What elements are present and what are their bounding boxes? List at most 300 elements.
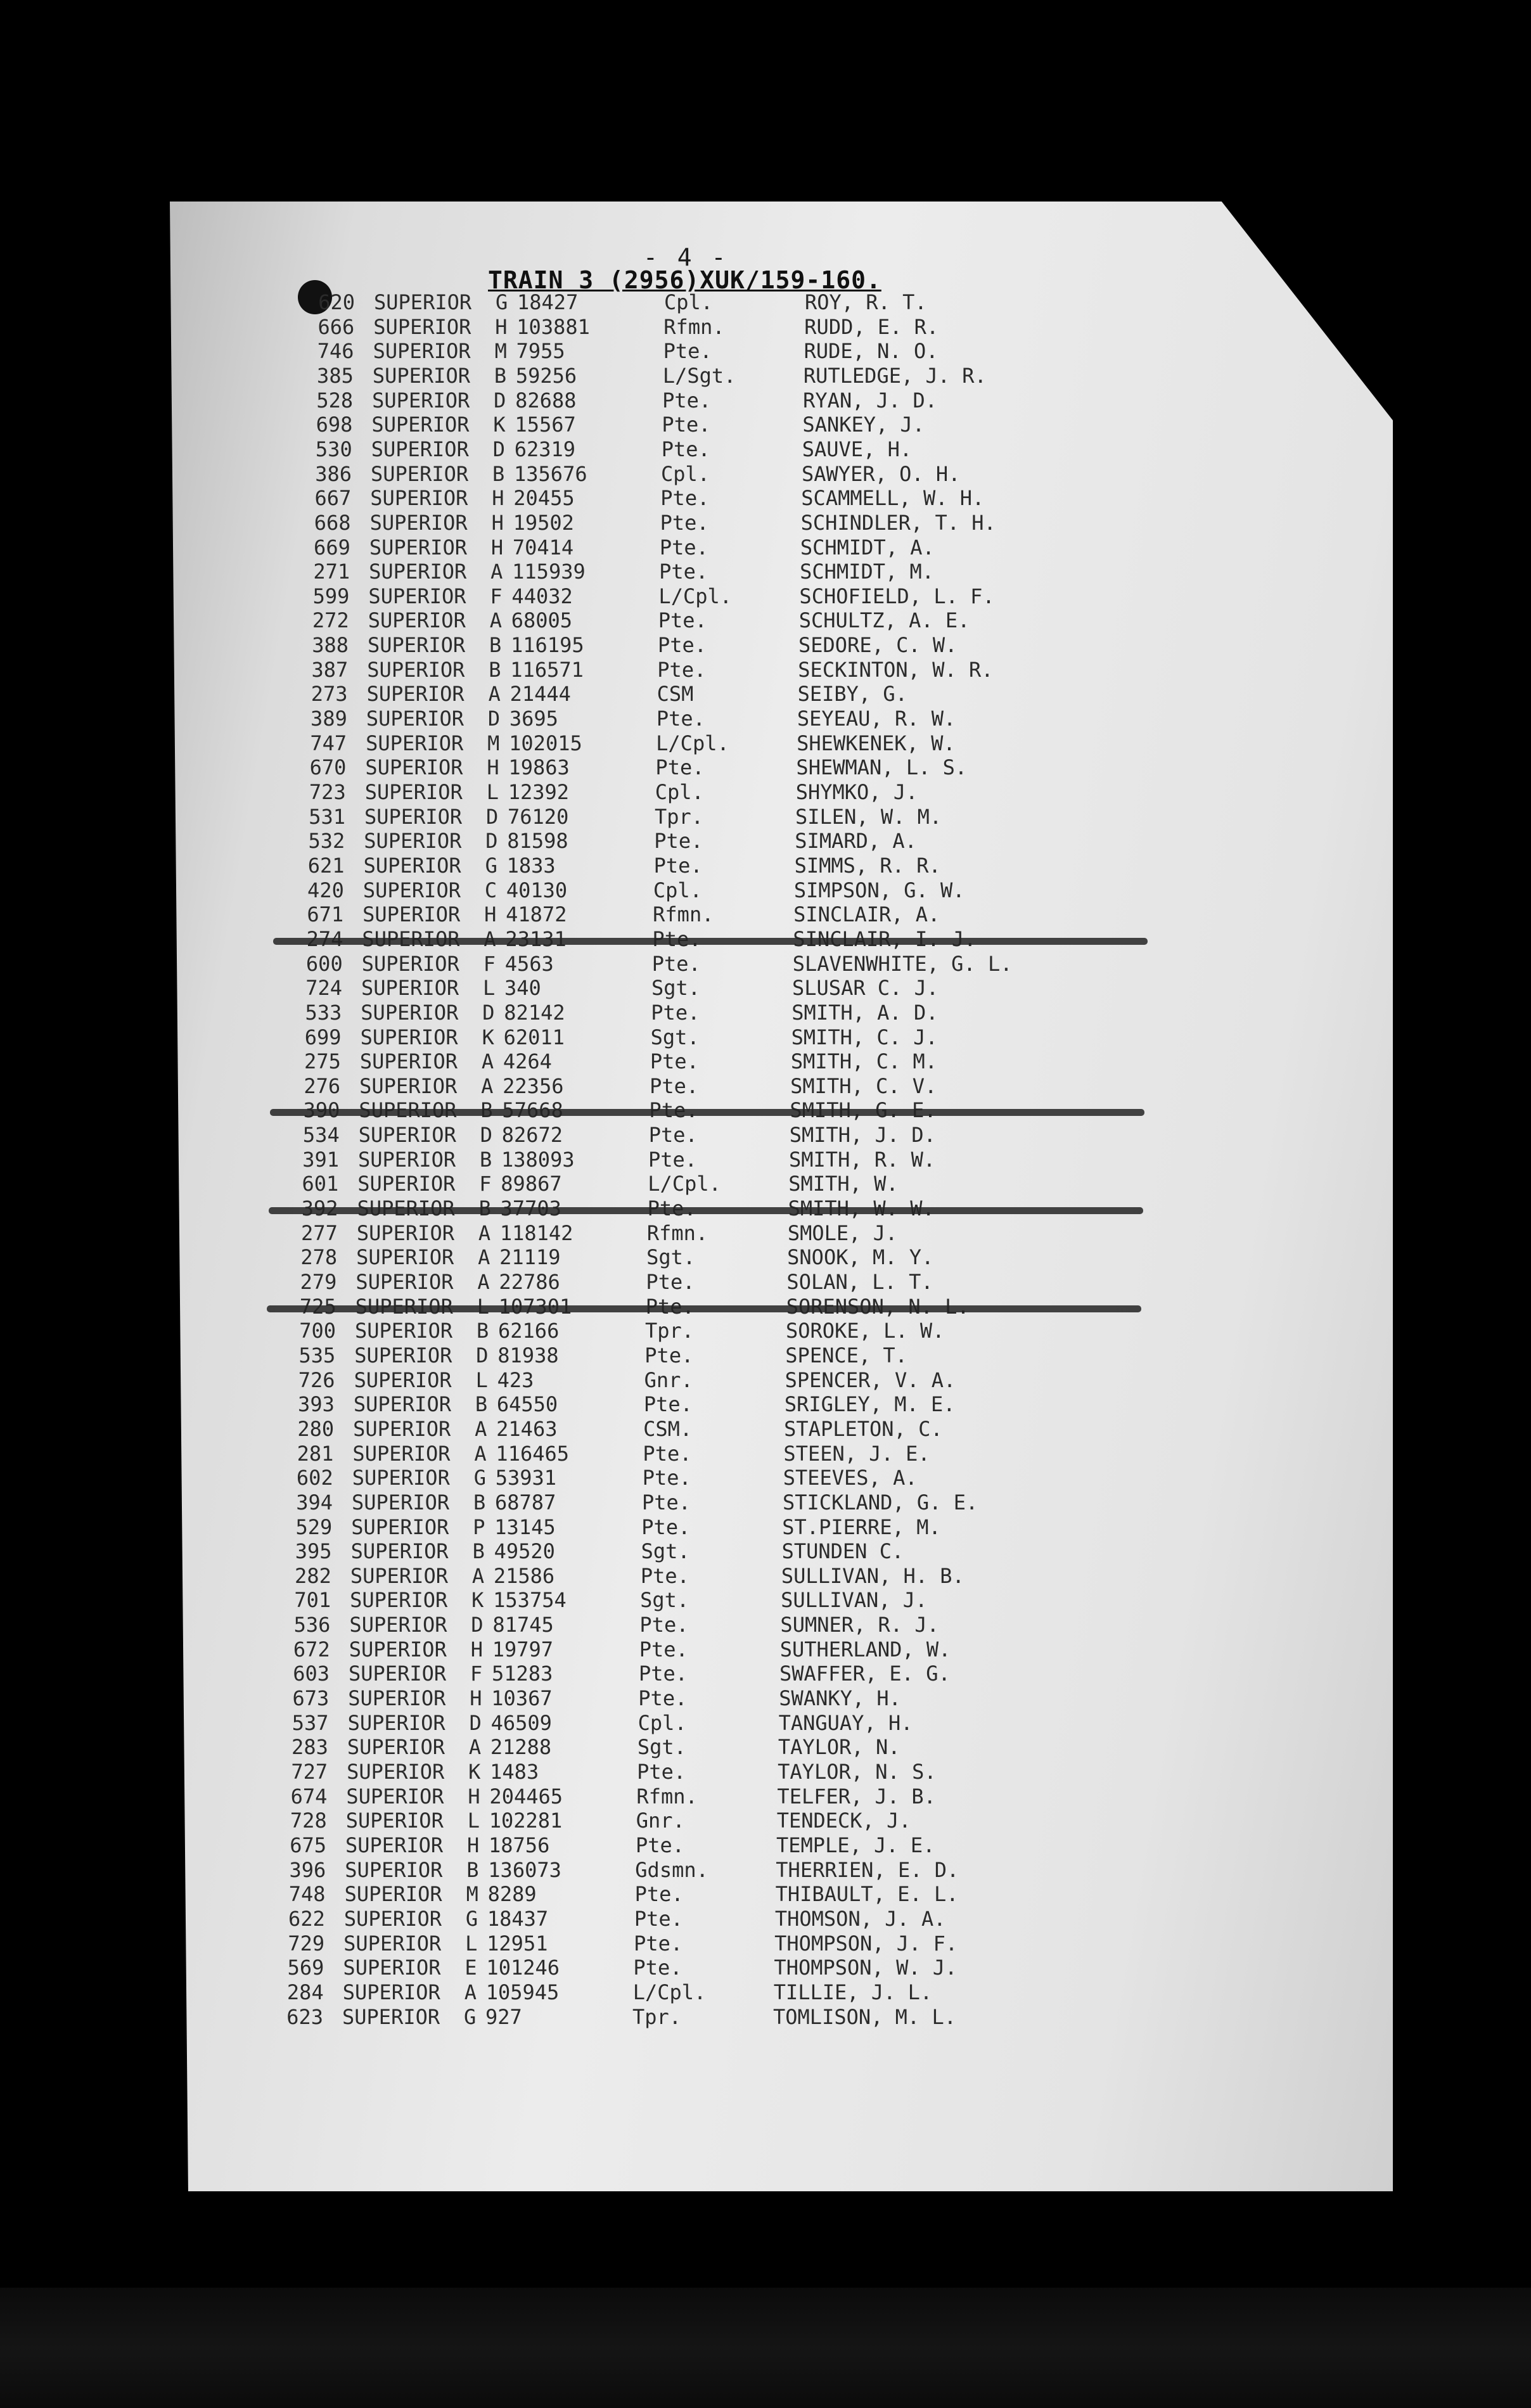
table-row [276, 1442, 1100, 1466]
table-row [297, 339, 1121, 363]
row-name: SLUSAR C. J. [792, 976, 939, 1001]
row-num: 603 [293, 1662, 330, 1686]
table-row [286, 952, 1110, 976]
row-rank: Pte. [634, 1931, 683, 1956]
row-regno: 22786 [499, 1270, 560, 1294]
row-name: TAYLOR, N. S. [778, 1760, 937, 1784]
row-regno: 46509 [490, 1710, 552, 1735]
row-name: STICKLAND, G. E. [783, 1490, 978, 1515]
row-name: STEEVES, A. [783, 1466, 918, 1490]
row-regno: 20455 [513, 486, 575, 511]
row-num: 530 [315, 437, 352, 461]
row-regno: 3695 [509, 707, 558, 731]
row-unit: SUPERIOR [371, 461, 469, 486]
row-name: THOMSON, J. A. [774, 1906, 946, 1931]
row-rank: Pte. [643, 1441, 692, 1466]
row-rank: Cpl. [637, 1710, 687, 1735]
row-unit: SUPERIOR [369, 560, 467, 584]
row-name: SHYMKO, J. [795, 780, 918, 804]
row-coy: B [480, 1147, 492, 1172]
row-name: SOROKE, L. W. [786, 1319, 945, 1343]
row-name: SCHULTZ, A. E. [798, 608, 970, 633]
row-unit: SUPERIOR [355, 1319, 453, 1343]
table-row [297, 364, 1120, 388]
row-coy: F [470, 1662, 483, 1686]
row-coy: D [492, 437, 505, 461]
film-edge [0, 2288, 1531, 2408]
row-name: SHEWMAN, L. S. [796, 755, 968, 780]
row-name: SUTHERLAND, W. [779, 1637, 951, 1662]
row-num: 621 [307, 853, 345, 878]
row-name: SIMPSON, G. W. [793, 878, 965, 902]
row-coy: H [491, 510, 504, 535]
row-coy: M [466, 1882, 478, 1907]
row-name: THOMPSON, J. F. [774, 1931, 958, 1956]
row-num: 389 [311, 707, 347, 731]
row-name: SEYEAU, R. W. [797, 707, 956, 731]
row-coy: H [492, 486, 504, 511]
table-row [272, 1662, 1096, 1686]
table-row [298, 290, 1122, 314]
table-row [272, 1711, 1096, 1735]
row-coy: L [475, 1367, 488, 1392]
row-rank: CSM [657, 682, 694, 707]
row-num: 671 [307, 902, 344, 927]
row-rank: Pte. [660, 486, 710, 511]
row-coy: E [464, 1956, 477, 1980]
row-regno: 49520 [494, 1539, 555, 1564]
row-num: 729 [288, 1931, 325, 1956]
row-name: RUTLEDGE, J. R. [803, 363, 987, 388]
row-num: 533 [305, 1000, 342, 1025]
row-num: 668 [314, 510, 351, 535]
row-regno: 13145 [494, 1515, 556, 1539]
table-row [285, 1001, 1108, 1025]
row-name: RUDD, E. R. [804, 314, 939, 339]
row-rank: Pte. [640, 1563, 689, 1588]
row-num: 746 [317, 339, 354, 364]
row-regno: 8289 [487, 1882, 537, 1907]
row-num: 602 [296, 1466, 333, 1490]
row-num: 283 [291, 1735, 328, 1760]
row-regno: 116571 [510, 657, 584, 682]
row-name: SMITH, R. W. [789, 1147, 936, 1172]
table-row [281, 1172, 1105, 1196]
row-unit: SUPERIOR [349, 1662, 447, 1686]
table-row [275, 1515, 1099, 1539]
row-rank: Pte. [656, 707, 705, 731]
row-regno: 4563 [504, 951, 554, 976]
row-num: 622 [288, 1906, 325, 1931]
row-name: SIMARD, A. [795, 829, 917, 854]
row-unit: SUPERIOR [373, 339, 471, 364]
row-unit: SUPERIOR [356, 1270, 454, 1294]
row-unit: SUPERIOR [361, 1000, 459, 1025]
row-regno: 21288 [490, 1735, 552, 1760]
table-row [289, 780, 1113, 804]
row-coy: F [483, 951, 496, 976]
strike-through-line [273, 938, 1148, 945]
row-regno: 4264 [503, 1049, 552, 1074]
row-unit: SUPERIOR [369, 535, 467, 560]
row-name: STUNDEN C. [781, 1539, 904, 1564]
row-name: SMITH, C. V. [790, 1073, 937, 1098]
row-num: 620 [318, 290, 355, 314]
row-regno: 62166 [498, 1319, 560, 1343]
row-coy: D [485, 829, 498, 854]
row-coy: C [484, 878, 497, 902]
row-num: 726 [298, 1367, 335, 1392]
table-row [283, 1074, 1107, 1098]
row-rank: Pte. [639, 1662, 688, 1686]
row-num: 280 [297, 1416, 335, 1441]
row-rank: Pte. [646, 1270, 695, 1294]
row-regno: 12951 [487, 1931, 548, 1956]
table-row [274, 1564, 1098, 1588]
row-name: SNOOK, M. Y. [787, 1245, 934, 1270]
row-regno: 105945 [485, 1980, 560, 2004]
row-rank: Pte. [660, 510, 709, 535]
row-num: 277 [301, 1220, 338, 1245]
table-row [268, 1907, 1092, 1931]
row-unit: SUPERIOR [361, 976, 459, 1001]
row-coy: D [482, 1000, 495, 1025]
row-coy: B [475, 1392, 488, 1417]
row-regno: 18756 [489, 1833, 550, 1857]
row-num: 275 [304, 1049, 341, 1074]
row-coy: B [472, 1539, 485, 1564]
row-regno: 10367 [491, 1686, 553, 1711]
row-name: TILLIE, J. L. [773, 1980, 933, 2004]
row-unit: SUPERIOR [362, 878, 461, 902]
row-unit: SUPERIOR [369, 510, 468, 535]
row-coy: D [476, 1343, 489, 1367]
row-regno: 82672 [501, 1123, 563, 1148]
row-rank: Cpl. [655, 780, 704, 804]
row-regno: 41872 [506, 902, 567, 927]
row-coy: F [490, 584, 503, 608]
row-unit: SUPERIOR [366, 682, 464, 707]
row-regno: 19863 [508, 755, 570, 780]
row-rank: Pte. [662, 388, 712, 413]
row-name: SAUVE, H. [802, 437, 913, 461]
row-unit: SUPERIOR [371, 413, 470, 437]
row-coy: A [474, 1441, 487, 1466]
table-row [292, 608, 1116, 632]
table-row [269, 1833, 1093, 1857]
table-row [271, 1735, 1095, 1759]
table-row [270, 1809, 1094, 1833]
row-rank: Gnr. [644, 1367, 693, 1392]
row-num: 531 [309, 804, 345, 829]
row-rank: Pte. [637, 1760, 686, 1784]
row-rank: Pte. [659, 560, 708, 584]
row-regno: 70414 [512, 535, 574, 560]
row-unit: SUPERIOR [356, 1245, 454, 1270]
row-rank: Pte. [634, 1906, 683, 1931]
row-name: SINCLAIR, A. [793, 902, 940, 927]
row-coy: A [488, 682, 501, 707]
table-row [282, 1148, 1106, 1172]
row-rank: Pte. [642, 1466, 691, 1490]
row-coy: K [468, 1760, 481, 1784]
table-row [291, 633, 1115, 657]
row-rank: Sgt. [650, 1025, 700, 1049]
row-coy: B [494, 363, 507, 388]
row-regno: 138093 [501, 1147, 575, 1172]
row-name: SAWYER, O. H. [802, 461, 961, 486]
row-unit: SUPERIOR [349, 1613, 447, 1637]
row-regno: 136073 [488, 1857, 561, 1882]
row-coy: B [492, 461, 505, 486]
row-num: 537 [291, 1710, 329, 1735]
row-unit: SUPERIOR [373, 314, 471, 339]
row-coy: H [470, 1686, 482, 1711]
row-rank: Rfmn. [646, 1220, 708, 1245]
row-num: 723 [309, 780, 346, 804]
row-name: TENDECK, J. [776, 1809, 911, 1833]
row-unit: SUPERIOR [347, 1710, 445, 1735]
row-coy: A [478, 1220, 491, 1245]
row-name: SMITH, C. J. [791, 1025, 938, 1049]
row-coy: D [487, 707, 501, 731]
row-unit: SUPERIOR [352, 1441, 451, 1466]
row-unit: SUPERIOR [346, 1784, 444, 1809]
row-coy: A [481, 1049, 494, 1074]
row-coy: L [467, 1809, 480, 1833]
row-coy: F [479, 1172, 492, 1196]
row-name: SCHOFIELD, L. F. [799, 584, 995, 608]
table-row [296, 388, 1120, 413]
row-unit: SUPERIOR [351, 1515, 449, 1539]
row-regno: 22356 [503, 1073, 564, 1098]
train-header: TRAIN 3 (2956)XUK/159-160. [488, 266, 881, 294]
row-unit: SUPERIOR [350, 1563, 448, 1588]
row-name: SCAMMELL, W. H. [801, 486, 985, 511]
row-regno: 81598 [507, 829, 568, 854]
row-coy: H [484, 902, 497, 927]
row-coy: B [466, 1857, 479, 1882]
row-name: SLAVENWHITE, G. L. [792, 951, 1013, 976]
row-name: TAYLOR, N. [778, 1735, 900, 1760]
row-rank: Pte. [655, 755, 705, 780]
row-unit: SUPERIOR [366, 707, 464, 731]
row-coy: H [468, 1784, 480, 1809]
row-coy: L [465, 1931, 478, 1956]
table-row [288, 854, 1111, 878]
table-row [278, 1343, 1102, 1367]
row-regno: 81745 [492, 1613, 554, 1637]
row-coy: D [469, 1710, 482, 1735]
row-rank: Sgt. [641, 1539, 690, 1564]
row-num: 281 [297, 1441, 334, 1466]
row-rank: Rfmn. [663, 314, 725, 339]
table-row [293, 535, 1117, 560]
row-num: 385 [317, 363, 354, 388]
row-num: 278 [300, 1245, 338, 1270]
row-rank: Pte. [650, 1049, 699, 1074]
row-num: 279 [300, 1270, 337, 1294]
row-num: 601 [302, 1172, 339, 1196]
row-regno: 68787 [495, 1490, 556, 1515]
row-num: 273 [311, 682, 348, 707]
table-row [294, 511, 1118, 535]
row-coy: L [486, 780, 499, 804]
table-row [291, 682, 1115, 706]
row-unit: SUPERIOR [366, 731, 464, 755]
row-regno: 21586 [493, 1563, 555, 1588]
row-unit: SUPERIOR [365, 755, 463, 780]
row-regno: 68005 [511, 608, 573, 633]
row-num: 600 [305, 951, 343, 976]
row-num: 388 [312, 633, 349, 658]
table-row [283, 1123, 1106, 1147]
row-regno: 102015 [509, 731, 582, 755]
row-num: 724 [305, 976, 342, 1001]
row-rank: Cpl. [661, 461, 710, 486]
row-coy: G [473, 1466, 486, 1490]
row-regno: 19502 [513, 510, 574, 535]
row-rank: Tpr. [645, 1319, 695, 1343]
row-unit: SUPERIOR [343, 1931, 442, 1956]
row-coy: B [477, 1319, 489, 1343]
row-num: 386 [315, 461, 352, 486]
row-coy: G [465, 1906, 478, 1931]
row-rank: L/Sgt. [662, 363, 736, 388]
row-coy: D [471, 1613, 484, 1637]
row-regno: 135676 [514, 461, 587, 486]
row-regno: 81938 [497, 1343, 559, 1367]
row-name: SECKINTON, W. R. [798, 657, 994, 682]
row-regno: 153754 [493, 1588, 567, 1613]
row-name: TELFER, J. B. [777, 1784, 936, 1809]
row-name: RYAN, J. D. [803, 388, 938, 413]
row-name: STAPLETON, C. [784, 1416, 943, 1441]
row-unit: SUPERIOR [368, 633, 466, 658]
table-row [272, 1686, 1096, 1710]
row-name: SEIBY, G. [797, 682, 907, 707]
row-num: 271 [313, 560, 350, 584]
row-unit: SUPERIOR [345, 1857, 443, 1882]
table-row [285, 976, 1109, 1000]
row-num: 387 [311, 657, 349, 682]
row-unit: SUPERIOR [367, 657, 465, 682]
row-name: SOLAN, L. T. [786, 1270, 933, 1294]
row-coy: K [482, 1025, 494, 1049]
row-num: 420 [307, 878, 344, 902]
row-regno: 12392 [508, 780, 570, 804]
row-name: ST.PIERRE, M. [782, 1515, 941, 1539]
row-unit: SUPERIOR [370, 486, 468, 511]
table-row [280, 1245, 1104, 1269]
row-unit: SUPERIOR [342, 2004, 440, 2029]
row-unit: SUPERIOR [354, 1343, 452, 1367]
row-rank: Pte. [662, 413, 711, 437]
row-name: TEMPLE, J. E. [776, 1833, 935, 1857]
row-regno: 340 [504, 976, 541, 1001]
table-row [277, 1417, 1101, 1441]
row-num: 672 [293, 1637, 330, 1662]
row-coy: H [467, 1833, 480, 1857]
row-regno: 21463 [496, 1416, 558, 1441]
table-row [284, 1049, 1108, 1073]
row-regno: 51283 [492, 1662, 553, 1686]
row-regno: 423 [497, 1367, 534, 1392]
row-regno: 53931 [495, 1466, 557, 1490]
row-regno: 7955 [516, 339, 565, 364]
row-name: SANKEY, J. [802, 413, 925, 437]
table-row [292, 584, 1116, 608]
row-regno: 102281 [489, 1809, 563, 1833]
row-rank: Pte. [648, 1147, 698, 1172]
row-name: TOMLISON, M. L. [773, 2004, 956, 2029]
row-rank: L/Cpl. [648, 1172, 721, 1196]
row-unit: SUPERIOR [359, 1073, 458, 1098]
row-rank: Gdsmn. [635, 1857, 708, 1882]
row-rank: Pte. [644, 1343, 694, 1367]
row-rank: CSM. [643, 1416, 693, 1441]
row-unit: SUPERIOR [342, 1980, 440, 2004]
row-unit: SUPERIOR [358, 1147, 456, 1172]
row-num: 599 [312, 584, 350, 608]
row-name: SULLIVAN, J. [781, 1588, 928, 1613]
table-row [273, 1613, 1097, 1637]
row-num: 727 [291, 1760, 328, 1784]
row-unit: SUPERIOR [358, 1123, 456, 1148]
row-num: 391 [302, 1147, 339, 1172]
row-rank: Pte. [639, 1637, 688, 1662]
row-name: SPENCER, V. A. [785, 1367, 956, 1392]
row-coy: G [485, 853, 497, 878]
row-regno: 62319 [514, 437, 576, 461]
table-row [278, 1368, 1102, 1392]
row-regno: 18437 [487, 1906, 549, 1931]
row-name: THERRIEN, E. D. [776, 1857, 959, 1882]
row-rank: Rfmn. [636, 1784, 698, 1809]
row-unit: SUPERIOR [374, 290, 472, 314]
row-rank: Pte. [650, 1073, 699, 1098]
table-row [281, 1221, 1105, 1245]
row-unit: SUPERIOR [357, 1172, 456, 1196]
row-regno: 40130 [506, 878, 568, 902]
row-regno: 103881 [516, 314, 590, 339]
row-rank: Tpr. [632, 2004, 682, 2029]
row-regno: 115939 [512, 560, 586, 584]
row-regno: 15567 [515, 413, 576, 437]
row-rank: Pte. [654, 829, 703, 854]
row-num: 670 [309, 755, 347, 780]
table-row [276, 1466, 1100, 1490]
row-num: 673 [292, 1686, 330, 1711]
table-row [295, 437, 1119, 461]
row-num: 675 [290, 1833, 326, 1857]
row-coy: A [490, 560, 503, 584]
row-num: 667 [314, 486, 352, 511]
table-row [287, 878, 1111, 902]
row-regno: 62011 [503, 1025, 565, 1049]
table-row [267, 1931, 1091, 1956]
table-row [273, 1637, 1097, 1662]
row-unit: SUPERIOR [343, 1906, 442, 1931]
row-rank: L/Cpl. [656, 731, 729, 755]
row-coy: H [470, 1637, 483, 1662]
row-rank: Pte. [634, 1882, 684, 1907]
row-name: SCHINDLER, T. H. [800, 510, 996, 535]
row-rank: Sgt. [637, 1735, 686, 1760]
row-name: SRIGLEY, M. E. [784, 1392, 956, 1417]
row-name: SMITH, J. D. [789, 1123, 936, 1148]
row-unit: SUPERIOR [372, 363, 470, 388]
